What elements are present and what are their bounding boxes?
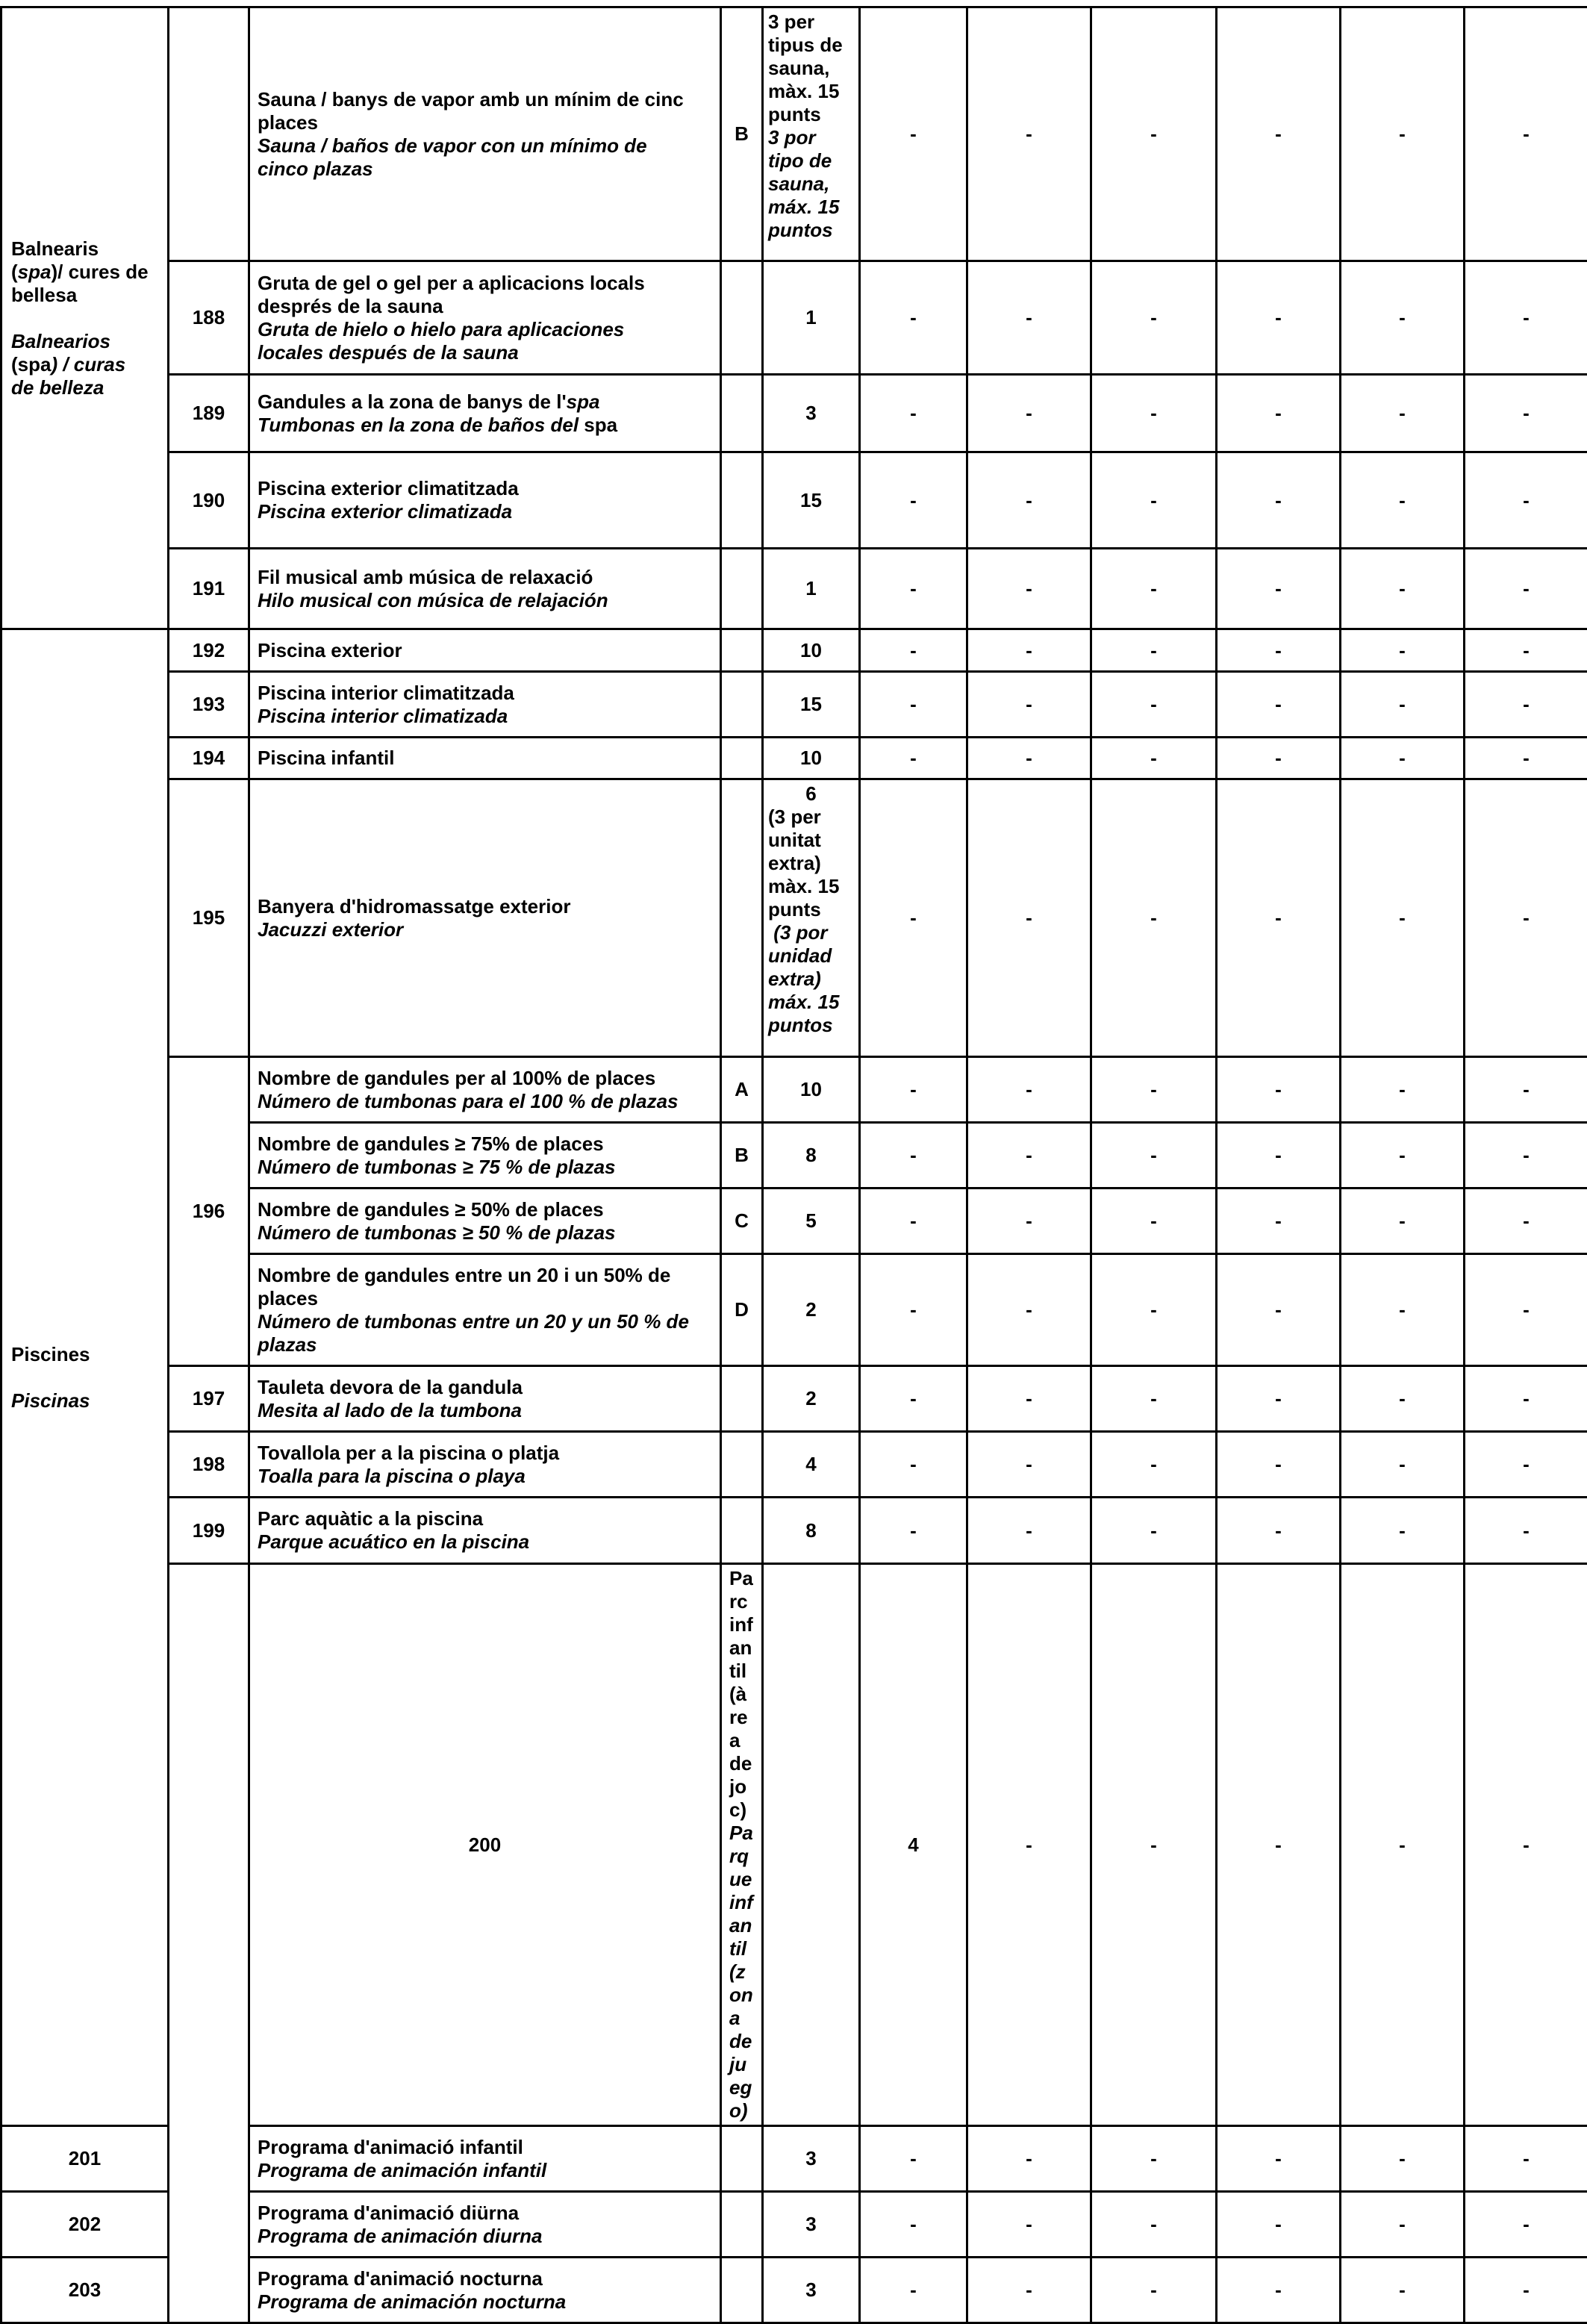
dash-cell: - (1217, 1432, 1341, 1498)
row-group (721, 1366, 763, 1432)
dash-cell: - (860, 629, 967, 672)
row-group (721, 2126, 763, 2192)
row-description: Banyera d'hidromassatge exterior Jacuzzi exterior (249, 779, 721, 1057)
dash-cell: - (1465, 1432, 1587, 1498)
row-group (721, 2192, 763, 2258)
dash-cell: - (1091, 1432, 1217, 1498)
dash-cell: - (860, 2126, 967, 2192)
dash-cell: - (1465, 672, 1587, 738)
row-points: 2 (763, 1254, 860, 1366)
dash-cell: - (1341, 1254, 1465, 1366)
dash-cell: - (967, 672, 1091, 738)
dash-cell: - (1217, 1564, 1341, 2126)
dash-cell: - (860, 1057, 967, 1123)
row-description: Tauleta devora de la gandula Mesita al lado de la tumbona (249, 1366, 721, 1432)
dash-cell: - (860, 738, 967, 779)
row-points: 10 (763, 738, 860, 779)
dash-cell: - (1091, 1189, 1217, 1254)
dash-cell: - (967, 1366, 1091, 1432)
row-group: B (721, 1123, 763, 1189)
dash-cell: - (967, 2192, 1091, 2258)
dash-cell: - (1341, 672, 1465, 738)
dash-cell: - (1341, 1366, 1465, 1432)
dash-cell: - (860, 672, 967, 738)
row-number: 197 (169, 1366, 249, 1432)
row-points: 15 (763, 672, 860, 738)
dash-cell: - (1091, 1123, 1217, 1189)
dash-cell: - (1341, 261, 1465, 375)
dash-cell: - (1341, 779, 1465, 1057)
row-number-empty (169, 7, 249, 261)
row-number: 195 (169, 779, 249, 1057)
dash-cell: - (1465, 738, 1587, 779)
row-points: 8 (763, 1498, 860, 1564)
dash-cell: - (1341, 1123, 1465, 1189)
dash-cell: - (1217, 1189, 1341, 1254)
dash-cell: - (1465, 1057, 1587, 1123)
table-row (1, 1498, 1587, 1564)
dash-cell: - (967, 1123, 1091, 1189)
row-group (721, 452, 763, 549)
dash-cell: - (1091, 2126, 1217, 2192)
row-points: 3 (763, 2192, 860, 2258)
row-points: 10 (763, 1057, 860, 1123)
row-number: 190 (169, 452, 249, 549)
row-number: 203 (1, 2258, 169, 2323)
dash-cell: - (1217, 2192, 1341, 2258)
dash-cell: - (860, 375, 967, 452)
dash-cell: - (1341, 1432, 1465, 1498)
dash-cell: - (860, 1432, 967, 1498)
dash-cell: - (860, 549, 967, 629)
dash-cell: - (967, 1189, 1091, 1254)
row-group: A (721, 1057, 763, 1123)
row-number: 189 (169, 375, 249, 452)
category-spa: Balnearis (spa)/ cures de bellesa Balnearios (spa) / curas de belleza (1, 7, 169, 629)
dash-cell: - (1341, 1057, 1465, 1123)
row-points: 1 (763, 261, 860, 375)
table-row (1, 1564, 1587, 2126)
row-description: Fil musical amb música de relaxació Hilo musical con música de relajación (249, 549, 721, 629)
dash-cell: - (1341, 2258, 1465, 2323)
row-group (721, 779, 763, 1057)
dash-cell: - (1341, 1564, 1465, 2126)
row-points: 10 (763, 629, 860, 672)
row-points: 3 (763, 2126, 860, 2192)
row-points: 3 (763, 375, 860, 452)
row-group (721, 672, 763, 738)
row-group (721, 375, 763, 452)
dash-cell: - (1465, 2192, 1587, 2258)
dash-cell: - (967, 375, 1091, 452)
dash-cell: - (967, 452, 1091, 549)
row-description: Nombre de gandules per al 100% de places Número de tumbonas para el 100 % de plazas (249, 1057, 721, 1123)
table-row (1, 1366, 1587, 1432)
dash-cell: - (1341, 549, 1465, 629)
table-row (1, 7, 1587, 261)
row-group (721, 549, 763, 629)
row-description: Nombre de gandules entre un 20 i un 50% de places Número de tumbonas entre un 20 y un 50 % de plazas (249, 1254, 721, 1366)
dash-cell: - (967, 1432, 1091, 1498)
row-number: 196 (169, 1057, 249, 1366)
row-points: 15 (763, 452, 860, 549)
dash-cell: - (1341, 7, 1465, 261)
dash-cell: - (967, 1498, 1091, 1564)
row-number: 192 (169, 629, 249, 672)
row-group (721, 261, 763, 375)
dash-cell: - (1341, 1498, 1465, 1564)
dash-cell: - (1091, 261, 1217, 375)
row-points: 2 (763, 1366, 860, 1432)
row-number: 191 (169, 549, 249, 629)
table-row (1, 1057, 1587, 1123)
row-number: 193 (169, 672, 249, 738)
row-description: Gandules a la zona de banys de l'spa Tumbonas en la zona de baños del spa (249, 375, 721, 452)
dash-cell: - (1465, 375, 1587, 452)
dash-cell: - (1217, 1057, 1341, 1123)
dash-cell: - (1465, 1123, 1587, 1189)
row-description: Piscina exterior climatitzada Piscina exterior climatizada (249, 452, 721, 549)
dash-cell: - (1091, 738, 1217, 779)
row-points: 8 (763, 1123, 860, 1189)
dash-cell: - (1465, 1189, 1587, 1254)
dash-cell: - (860, 1498, 967, 1564)
dash-cell: - (967, 779, 1091, 1057)
dash-cell: - (1091, 629, 1217, 672)
row-description: Gruta de gel o gel per a aplicacions locals després de la sauna Gruta de hielo o hielo para aplicaciones locales después de la sauna (249, 261, 721, 375)
dash-cell: - (1091, 1366, 1217, 1432)
dash-cell: - (967, 7, 1091, 261)
dash-cell: - (967, 1057, 1091, 1123)
row-group (721, 629, 763, 672)
dash-cell: - (1091, 452, 1217, 549)
row-number: 202 (1, 2192, 169, 2258)
dash-cell: - (1341, 375, 1465, 452)
dash-cell: - (1217, 1366, 1341, 1432)
dash-cell: - (1341, 738, 1465, 779)
dash-cell: - (1217, 1254, 1341, 1366)
row-description: Nombre de gandules ≥ 50% de places Número de tumbonas ≥ 50 % de plazas (249, 1189, 721, 1254)
dash-cell: - (1091, 1254, 1217, 1366)
dash-cell: - (1341, 2126, 1465, 2192)
dash-cell: - (1217, 738, 1341, 779)
dash-cell: - (1217, 549, 1341, 629)
category-pools: Piscines Piscinas (1, 629, 169, 2126)
dash-cell: - (967, 261, 1091, 375)
table-row (1, 1432, 1587, 1498)
dash-cell: - (1217, 2126, 1341, 2192)
dash-cell: - (860, 7, 967, 261)
dash-cell: - (1217, 1123, 1341, 1189)
row-number: 194 (169, 738, 249, 779)
dash-cell: - (1465, 261, 1587, 375)
table-row (1, 452, 1587, 549)
dash-cell: - (1091, 2258, 1217, 2323)
dash-cell: - (860, 779, 967, 1057)
row-points: 1 (763, 549, 860, 629)
row-description: Programa d'animació diürna Programa de animación diurna (249, 2192, 721, 2258)
dash-cell: - (860, 2258, 967, 2323)
criteria-table (0, 6, 1587, 2324)
row-group (721, 1498, 763, 1564)
row-description: Sauna / banys de vapor amb un mínim de cinc places Sauna / baños de vapor con un mínimo de cinco plazas (249, 7, 721, 261)
row-description: Programa d'animació nocturna Programa de animación nocturna (249, 2258, 721, 2323)
dash-cell: - (967, 1564, 1091, 2126)
row-number: 200 (249, 1564, 721, 2126)
dash-cell: - (1217, 1498, 1341, 1564)
dash-cell: - (1217, 375, 1341, 452)
row-points: 4 (763, 1432, 860, 1498)
dash-cell: - (967, 1254, 1091, 1366)
dash-cell: - (1217, 779, 1341, 1057)
dash-cell: - (1465, 629, 1587, 672)
row-group (721, 2258, 763, 2323)
row-group (721, 1432, 763, 1498)
dash-cell: - (1091, 1498, 1217, 1564)
row-description: Tovallola per a la piscina o platja Toalla para la piscina o playa (249, 1432, 721, 1498)
table-row (1, 629, 1587, 672)
dash-cell: - (967, 2258, 1091, 2323)
dash-cell: - (860, 261, 967, 375)
dash-cell: - (860, 1189, 967, 1254)
dash-cell: - (1091, 2192, 1217, 2258)
dash-cell: - (860, 2192, 967, 2258)
table-row (1, 779, 1587, 1057)
row-description: Programa d'animació infantil Programa de animación infantil (249, 2126, 721, 2192)
table-row (1, 375, 1587, 452)
table-row (1, 672, 1587, 738)
row-points: 5 (763, 1189, 860, 1254)
row-group: D (721, 1254, 763, 1366)
dash-cell: - (1217, 629, 1341, 672)
dash-cell: - (860, 1123, 967, 1189)
dash-cell: - (1465, 549, 1587, 629)
dash-cell: - (1465, 7, 1587, 261)
dash-cell: - (1091, 375, 1217, 452)
row-number: 188 (169, 261, 249, 375)
row-description: Nombre de gandules ≥ 75% de places Número de tumbonas ≥ 75 % de plazas (249, 1123, 721, 1189)
row-number: 198 (169, 1432, 249, 1498)
dash-cell: - (1341, 1189, 1465, 1254)
dash-cell: - (967, 738, 1091, 779)
row-group (721, 738, 763, 779)
dash-cell: - (1465, 2258, 1587, 2323)
row-points: 4 (860, 1564, 967, 2126)
row-group: C (721, 1189, 763, 1254)
row-description: Piscina interior climatitzada Piscina interior climatizada (249, 672, 721, 738)
table-row (1, 549, 1587, 629)
dash-cell: - (967, 2126, 1091, 2192)
dash-cell: - (1465, 1254, 1587, 1366)
row-number: 199 (169, 1498, 249, 1564)
dash-cell: - (1217, 2258, 1341, 2323)
dash-cell: - (1217, 672, 1341, 738)
row-group (763, 1564, 860, 2126)
row-description: Piscina infantil (249, 738, 721, 779)
dash-cell: - (967, 629, 1091, 672)
dash-cell: - (860, 1366, 967, 1432)
dash-cell: - (1091, 779, 1217, 1057)
dash-cell: - (1091, 7, 1217, 261)
dash-cell: - (1091, 549, 1217, 629)
dash-cell: - (1465, 1498, 1587, 1564)
row-description: Parc aquàtic a la piscina Parque acuático en la piscina (249, 1498, 721, 1564)
table-row (1, 261, 1587, 375)
table-row (1, 738, 1587, 779)
dash-cell: - (1465, 779, 1587, 1057)
dash-cell: - (1217, 261, 1341, 375)
dash-cell: - (1341, 2192, 1465, 2258)
dash-cell: - (1091, 1564, 1217, 2126)
dash-cell: - (860, 1254, 967, 1366)
dash-cell: - (967, 549, 1091, 629)
dash-cell: - (1217, 7, 1341, 261)
dash-cell: - (1465, 452, 1587, 549)
dash-cell: - (1465, 2126, 1587, 2192)
dash-cell: - (1091, 672, 1217, 738)
dash-cell: - (1465, 1564, 1587, 2126)
row-number: 201 (1, 2126, 169, 2192)
dash-cell: - (1091, 1057, 1217, 1123)
dash-cell: - (1465, 1366, 1587, 1432)
row-group: B (721, 7, 763, 261)
row-points: 3 per tipus de sauna, màx. 15 punts 3 por tipo de sauna, máx. 15 puntos (763, 7, 860, 261)
category-empty (169, 1564, 249, 2323)
dash-cell: - (860, 452, 967, 549)
dash-cell: - (1217, 452, 1341, 549)
row-points: 6 (3 per unitat extra) màx. 15 punts (3 por unidad extra) máx. 15 puntos (763, 779, 860, 1057)
row-points: 3 (763, 2258, 860, 2323)
row-description: Parc infantil (àrea de joc) Parque infantil (zona de juego) (721, 1564, 763, 2126)
row-description: Piscina exterior (249, 629, 721, 672)
dash-cell: - (1341, 452, 1465, 549)
dash-cell: - (1341, 629, 1465, 672)
